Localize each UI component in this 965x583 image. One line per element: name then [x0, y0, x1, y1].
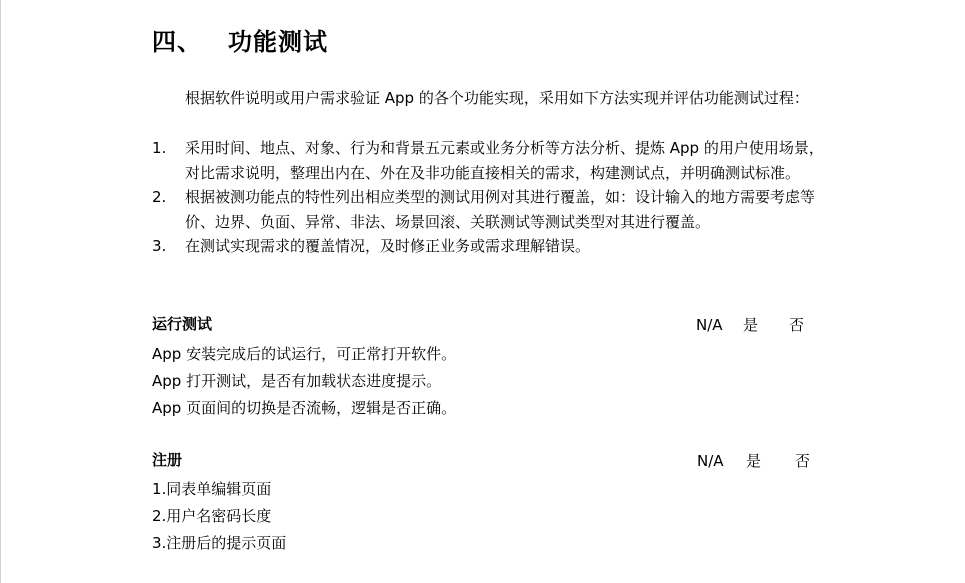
choice-no: 否: [795, 452, 811, 470]
check-item: App 打开测试，是否有加载状态进度提示。: [152, 372, 442, 390]
choice-group-register: [697, 450, 810, 471]
choice-yes: 是: [743, 316, 759, 334]
list-item: [152, 136, 824, 185]
check-item: App 安装完成后的试运行，可正常打开软件。: [152, 345, 457, 363]
choice-na: N/A: [697, 452, 724, 470]
list-item-index: 3.: [152, 237, 167, 255]
check-item: 2.用户名密码长度: [152, 507, 272, 525]
page-left-edge: [0, 0, 1, 583]
list-item-index: 2.: [152, 188, 167, 206]
intro-paragraph: 根据软件说明或用户需求验证 App 的各个功能实现，采用如下方法实现并评估功能测试过程：: [185, 89, 809, 107]
choice-group-run-test: [696, 314, 804, 335]
list-item-text: 在测试实现需求的覆盖情况，及时修正业务或需求理解错误。: [185, 237, 591, 255]
list-item-text: 根据被测功能点的特性列出相应类型的测试用例对其进行覆盖，如：设计输入的地方需要考虑等价、边界、负面、异常、非法、场景回滚、关联测试等测试类型对其进行覆盖。: [185, 188, 816, 231]
section-title-register: 注册: [152, 451, 183, 469]
heading-number: 四、: [152, 27, 202, 56]
list-item: [152, 234, 824, 259]
method-list: [152, 136, 824, 259]
choice-no: 否: [789, 316, 805, 334]
choice-yes: 是: [746, 452, 762, 470]
check-item: 3.注册后的提示页面: [152, 534, 287, 552]
section-heading: [152, 22, 328, 57]
list-item-index: 1.: [152, 139, 167, 157]
check-item: 1.同表单编辑页面: [152, 480, 272, 498]
check-item: App 页面间的切换是否流畅，逻辑是否正确。: [152, 399, 457, 417]
list-item: [152, 185, 824, 234]
section-title-run-test: 运行测试: [152, 315, 213, 333]
list-item-text: 采用时间、地点、对象、行为和背景五元素或业务分析等方法分析、提炼 App 的用户使用场景，对比需求说明，整理出内在、外在及非功能直接相关的需求，构建测试点，并明确测试标准。: [185, 139, 824, 182]
heading-title: 功能测试: [228, 27, 328, 56]
choice-na: N/A: [696, 316, 723, 334]
